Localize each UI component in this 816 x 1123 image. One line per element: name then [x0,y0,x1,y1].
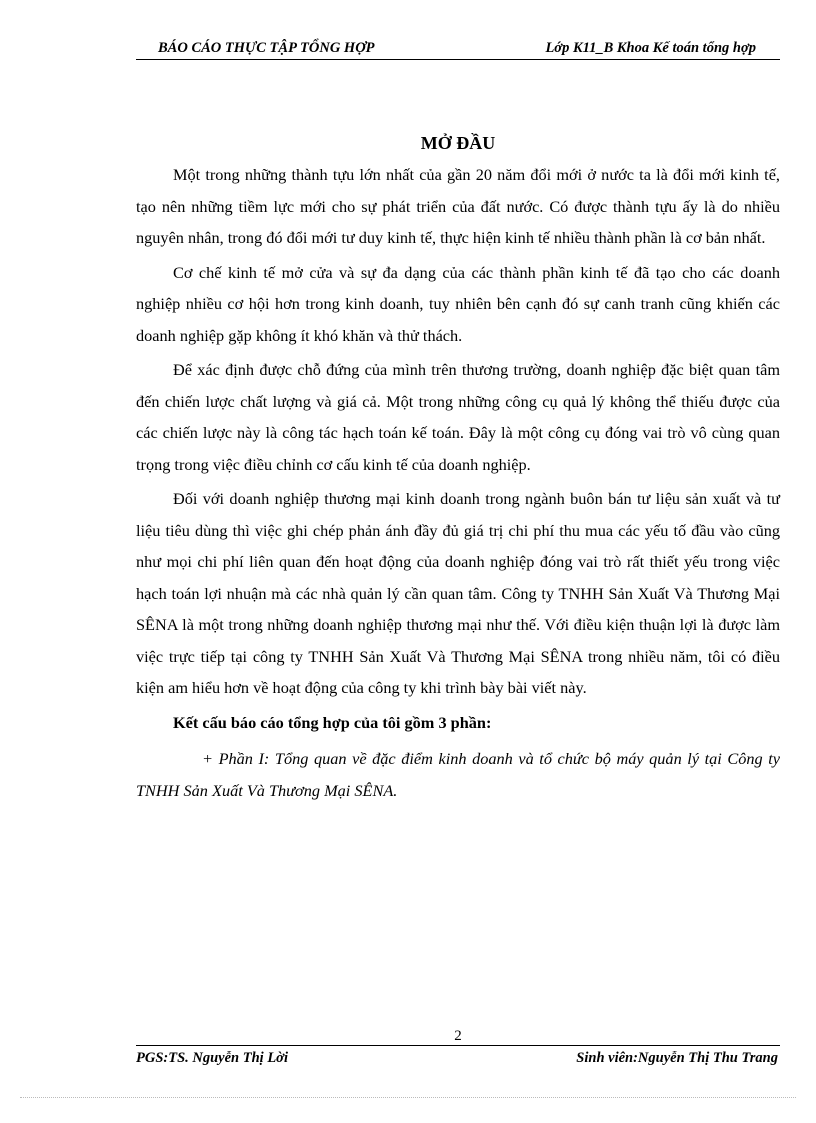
body-paragraph: Một trong những thành tựu lớn nhất của gần 20 năm đổi mới ở nước ta là đổi mới kinh tế, tạo nên những tiềm lực mới cho sự phát triển của đất nước. Có được thành tựu ấy là do nhiều nguyên nhân, trong đó đổi mới tư duy kinh tế, thực hiện kinh tế nhiều thành phần là cơ bản nhất. [136,165,780,247]
page-edge-divider [20,1097,796,1098]
structure-heading: Kết cấu báo cáo tổng hợp của tôi gồm 3 phần: [173,712,492,732]
document-body [136,159,780,809]
body-paragraph: Đối với doanh nghiệp thương mại kinh doanh trong ngành buôn bán tư liệu sản xuất và tư liệu tiêu dùng thì việc ghi chép phản ánh đầy đủ giá trị chi phí thu mua các yếu tố đầu vào cũng như mọi chi phí liên quan đến hoạt động của doanh nghiệp đóng vai trò rất thiết yếu trong việc hạch toán lợi nhuận mà các nhà quản lý cần quan tâm. Công ty TNHH Sản Xuất Và Thương Mại SÊNA là một trong những doanh nghiệp thương mại như thế. Với điều kiện thuận lợi là được làm việc trực tiếp tại công ty TNHH Sản Xuất Và Thương Mại SÊNA trong nhiều năm, tôi có điều kiện am hiểu hơn về hoạt động của công ty khi trình bày bài viết này. [136,489,780,697]
page-number: 2 [454,1028,462,1044]
header-report-title: BÁO CÁO THỰC TẬP TỔNG HỢP [158,40,375,56]
footer-student: Sinh viên:Nguyễn Thị Thu Trang [576,1050,778,1066]
footer-supervisor: PGS:TS. Nguyễn Thị Lời [136,1050,288,1066]
page-header [136,39,780,60]
body-paragraph: Để xác định được chỗ đứng của mình trên thương trường, doanh nghiệp đặc biệt quan tâm đến chiến lược chất lượng và giá cả. Một trong những công cụ quả lý không thể thiếu được của các chiến lược này là công tác hạch toán kế toán. Đây là một công cụ đóng vai trò vô cùng quan trọng trong việc điều chỉnh cơ cấu kinh tế của doanh nghiệp. [136,360,780,474]
page-title: MỞ ĐẦU [420,133,496,153]
part-one-item: + Phần I: Tổng quan về đặc điểm kinh doanh và tổ chức bộ máy quản lý tại Công ty TNHH Sản Xuất Và Thương Mại SÊNA. [136,749,780,800]
page-footer [136,1045,780,1070]
body-paragraph: Cơ chế kinh tế mở cửa và sự đa dạng của các thành phần kinh tế đã tạo cho các doanh nghiệp nhiều cơ hội hơn trong kinh doanh, tuy nhiên bên cạnh đó sự canh tranh cũng khiến các doanh nghiệp gặp không ít khó khăn và thử thách. [136,262,780,345]
header-class-info: Lớp K11_B Khoa Kế toán tổng hợp [545,40,756,56]
